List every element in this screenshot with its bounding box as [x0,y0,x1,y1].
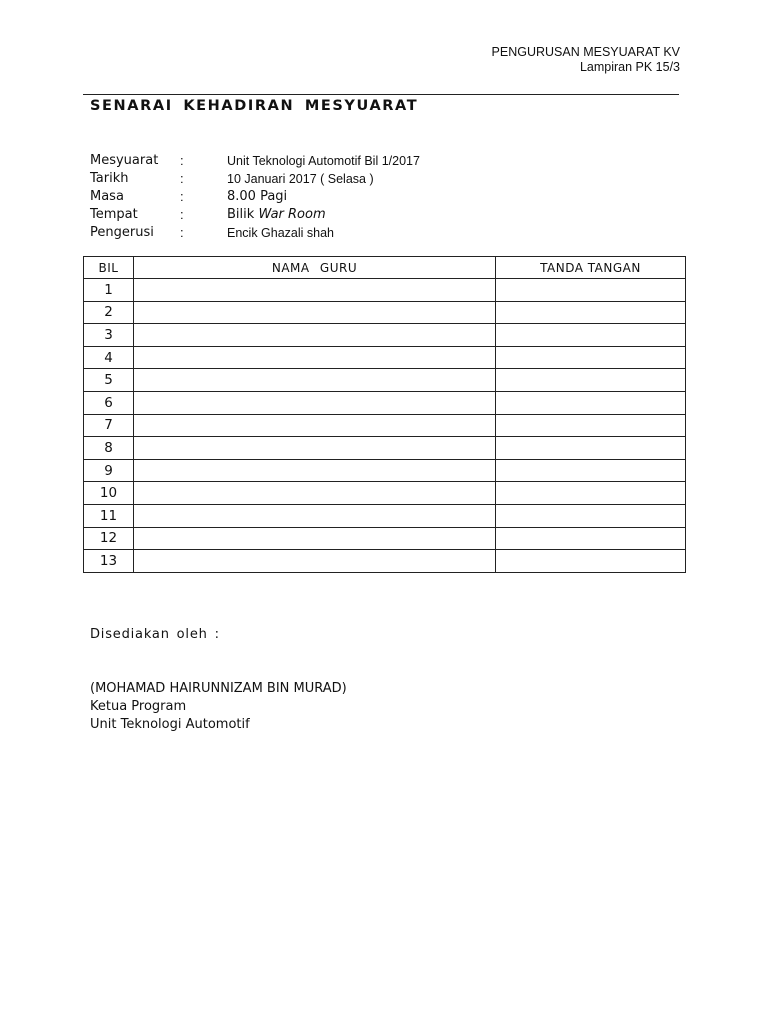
info-label: Masa [90,189,124,204]
signatory-unit: Unit Teknologi Automotif [90,717,250,732]
name-cell[interactable] [134,482,496,505]
info-value [227,206,326,224]
signature-cell[interactable] [496,301,686,324]
signatory-name: (MOHAMAD HAIRUNNIZAM BIN MURAD) [90,681,347,696]
name-cell[interactable] [134,459,496,482]
info-label: Pengerusi [90,225,154,240]
row-number: 4 [84,346,134,369]
signature-cell[interactable] [496,279,686,302]
table-row [84,346,686,369]
info-label: Tarikh [90,171,129,186]
prepared-by-label: Disediakan oleh : [90,627,220,642]
table-row [84,504,686,527]
info-value: 8.00 Pagi [227,189,288,204]
row-number: 11 [84,504,134,527]
info-value: 10 Januari 2017 ( Selasa ) [227,172,374,186]
header-ref: Lampiran PK 15/3 [579,60,680,74]
row-number: 12 [84,527,134,550]
row-number: 3 [84,324,134,347]
info-value-italic: War Room [258,207,326,222]
info-colon: : [180,171,184,186]
row-number: 7 [84,414,134,437]
row-number: 10 [84,482,134,505]
header-org: PENGURUSAN MESYUARAT KV [491,45,680,59]
name-cell[interactable] [134,301,496,324]
row-number: 2 [84,301,134,324]
row-number: 13 [84,550,134,573]
signatory-position: Ketua Program [90,699,187,714]
header-divider [83,94,679,95]
column-header-nama [134,257,496,279]
name-cell[interactable] [134,527,496,550]
signature-cell[interactable] [496,550,686,573]
table-row [84,482,686,505]
name-cell[interactable] [134,414,496,437]
row-number: 9 [84,459,134,482]
column-header-nama-label: NAMA GURU [271,260,358,275]
signature-cell[interactable] [496,391,686,414]
name-cell[interactable] [134,346,496,369]
info-value: Encik Ghazali shah [227,226,335,240]
signature-block [90,680,347,734]
table-row [84,369,686,392]
name-cell[interactable] [134,369,496,392]
name-cell[interactable] [134,550,496,573]
column-header-bil: BIL [84,257,134,279]
table-row [84,437,686,460]
table-header-row [84,257,686,279]
info-label: Mesyuarat [90,153,159,168]
signature-cell[interactable] [496,482,686,505]
table-body [84,279,686,573]
info-value: Unit Teknologi Automotif Bil 1/2017 [227,154,420,168]
table-row [84,414,686,437]
info-colon: : [180,189,184,204]
name-cell[interactable] [134,437,496,460]
row-number: 6 [84,391,134,414]
row-number: 8 [84,437,134,460]
signature-cell[interactable] [496,504,686,527]
document-header [492,45,680,75]
signature-cell[interactable] [496,414,686,437]
info-colon: : [180,153,184,168]
table-row [84,550,686,573]
column-header-tanda: TANDA TANGAN [496,257,686,279]
signature-cell[interactable] [496,527,686,550]
signature-cell[interactable] [496,369,686,392]
table-row [84,324,686,347]
table-row [84,391,686,414]
name-cell[interactable] [134,504,496,527]
table-row [84,459,686,482]
signature-cell[interactable] [496,346,686,369]
info-label: Tempat [90,207,138,222]
name-cell[interactable] [134,391,496,414]
row-number: 5 [84,369,134,392]
signature-cell[interactable] [496,459,686,482]
name-cell[interactable] [134,279,496,302]
info-colon: : [180,207,184,222]
page-title: SENARAI KEHADIRAN MESYUARAT [90,98,419,114]
signature-cell[interactable] [496,437,686,460]
info-value-prefix: Bilik [227,207,255,222]
table-row [84,279,686,302]
signature-cell[interactable] [496,324,686,347]
table-row [84,527,686,550]
attendance-table [83,256,686,573]
row-number: 1 [84,279,134,302]
table-row [84,301,686,324]
name-cell[interactable] [134,324,496,347]
info-colon: : [180,225,184,240]
